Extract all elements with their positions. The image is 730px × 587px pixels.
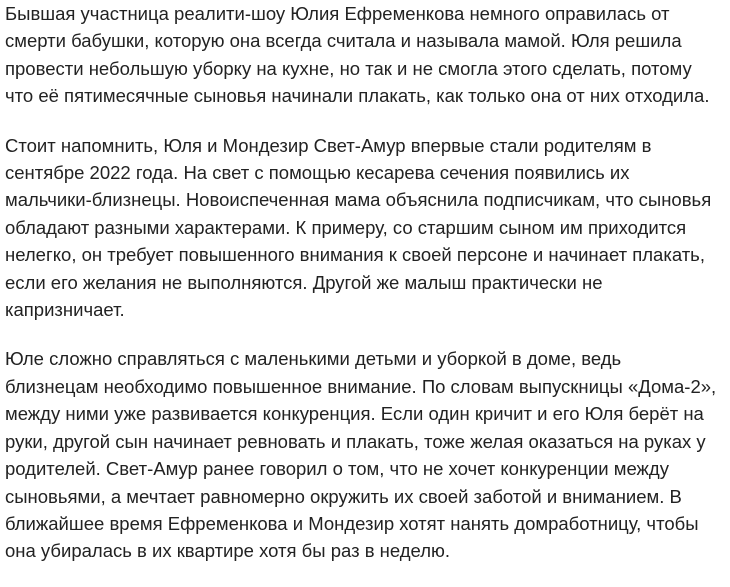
paragraph-line: смерти бабушки, которую она всегда считала и называла мамой. Юля решила	[5, 30, 682, 52]
paragraph-line: близнецам необходимо повышенное внимание. По словам выпускницы «Дома-2»,	[5, 375, 717, 397]
article-body	[5, 0, 727, 587]
paragraph-line: она убиралась в их квартире хотя бы раз в неделю.	[5, 540, 451, 562]
paragraph-line: Бывшая участница реалити-шоу Юлия Ефременкова немного оправилась от	[5, 3, 670, 24]
paragraph-line: Стоит напомнить, Юля и Мондезир Свет-Амур впервые стали родителям в	[5, 134, 652, 156]
paragraph-1	[5, 0, 727, 110]
paragraph-line: капризничает.	[5, 299, 125, 321]
paragraph-line: между ними уже развивается конкуренция. Если один кричит и его Юля берёт на	[5, 403, 704, 425]
paragraph-line: что её пятимесячные сыновья начинали плакать, как только она от них отходила.	[5, 85, 710, 107]
paragraph-line: руки, другой сын начинает ревновать и плакать, тоже желая оказаться на руках у	[5, 430, 706, 452]
paragraph-line: сыновьями, а мечтает равномерно окружить их своей заботой и вниманием. В	[5, 485, 682, 507]
paragraph-line: обладают разными характерами. К примеру, со старшим сыном им приходится	[5, 216, 687, 238]
paragraph-line: родителей. Свет-Амур ранее говорил о том, что не хочет конкуренции между	[5, 458, 669, 480]
paragraph-line: провести небольшую уборку на кухне, но так и не смогла этого сделать, потому	[5, 57, 692, 79]
paragraph-2	[5, 132, 727, 324]
paragraph-line: нелегко, он требует повышенного внимания к своей персоне и начинает плакать,	[5, 244, 705, 266]
paragraph-line: Юле сложно справляться с маленькими детьми и уборкой в доме, ведь	[5, 348, 622, 370]
paragraph-line: ближайшее время Ефременкова и Мондезир хотят нанять домработницу, чтобы	[5, 512, 699, 534]
paragraph-3	[5, 345, 727, 564]
paragraph-line: мальчики-близнецы. Новоиспеченная мама объяснила подписчикам, что сыновья	[5, 189, 712, 211]
paragraph-line: если его желания не выполняются. Другой же малыш практически не	[5, 271, 603, 293]
paragraph-line: сентябре 2022 года. На свет с помощью кесарева сечения появились их	[5, 162, 630, 184]
